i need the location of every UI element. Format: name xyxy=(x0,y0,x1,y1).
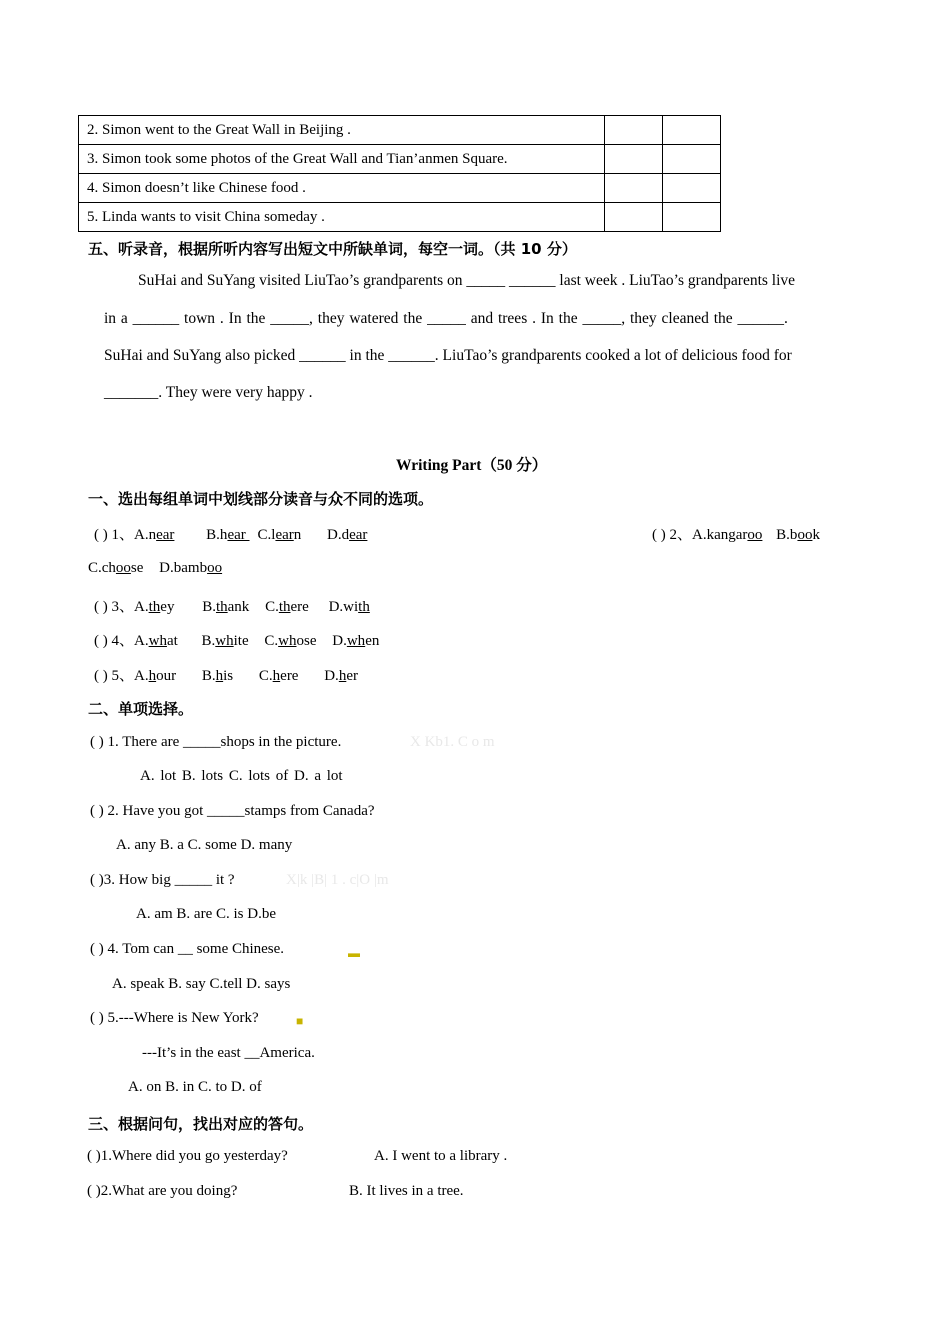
section5-heading: 五、听录音，根据所听内容写出短文中所缺单词，每空一词。（共 10 分） xyxy=(88,240,577,258)
option-suffix: at xyxy=(166,633,178,649)
part2-q5-answer: ---It’s in the east __America. xyxy=(142,1045,315,1061)
option-suffix: k xyxy=(812,527,820,543)
underlined-letters: h xyxy=(272,668,281,684)
judgement-table xyxy=(78,115,721,232)
underlined-letters: th xyxy=(278,599,291,615)
underlined-letters: ear xyxy=(275,527,294,543)
underlined-letters: h xyxy=(215,668,224,684)
option-suffix: en xyxy=(365,633,380,649)
answer-box xyxy=(605,145,663,174)
underlined-letters: th xyxy=(358,599,370,615)
part2-q1-options: A. lot B. lots C. lots of D. a lot xyxy=(140,768,343,784)
part3-answer-a: A. I went to a library . xyxy=(374,1148,508,1164)
section5-line-1: SuHai and SuYang visited LiuTao’s grandparents on _____ ______ last week . LiuTao’s grandparents live xyxy=(138,272,796,289)
table-row xyxy=(79,145,721,174)
underlined-letters: th xyxy=(148,599,161,615)
underlined-letters: ear xyxy=(349,527,368,543)
option-c: C. xyxy=(265,599,279,615)
option-c: C. xyxy=(258,668,273,684)
underlined-letters: oo xyxy=(747,527,763,543)
decorative-dot: ▬ xyxy=(348,946,360,960)
option-suffix: ite xyxy=(233,633,249,649)
option-b: B.h xyxy=(206,527,228,543)
option-suffix: ere xyxy=(290,599,309,615)
underlined-letters: h xyxy=(338,668,347,684)
table-cell-sentence: 3. Simon took some photos of the Great Wall and Tian’anmen Square. xyxy=(79,145,605,174)
underlined-letters: wh xyxy=(346,633,366,649)
part1-q5 xyxy=(94,664,358,685)
part2-heading: 二、单项选择。 xyxy=(88,700,194,718)
underlined-letters: ear xyxy=(227,527,250,543)
underlined-letters: wh xyxy=(148,633,167,649)
underlined-letters: wh xyxy=(278,633,297,649)
option-a: A.kangar xyxy=(692,527,748,543)
option-suffix: our xyxy=(156,668,177,684)
option-suffix: ank xyxy=(227,599,250,615)
option-suffix: ey xyxy=(160,599,175,615)
question-number: 4、 xyxy=(111,633,135,649)
option-a: A. xyxy=(134,668,149,684)
table-cell-sentence: 4. Simon doesn’t like Chinese food . xyxy=(79,174,605,203)
table-row xyxy=(79,116,721,145)
answer-box xyxy=(663,174,721,203)
part2-q5-stem: ( ) 5.---Where is New York? xyxy=(90,1010,259,1026)
option-c: C. xyxy=(264,633,279,649)
option-d: D.d xyxy=(327,527,350,543)
option-b: B. xyxy=(201,668,216,684)
watermark: X Kb1. C o m xyxy=(410,734,495,750)
option-suffix: n xyxy=(293,527,302,543)
option-a: A. xyxy=(134,599,149,615)
part3-heading: 三、根据问句，找出对应的答句。 xyxy=(88,1115,314,1133)
option-d: D. xyxy=(324,668,339,684)
answer-paren: ( ) xyxy=(94,599,108,615)
option-c: C.l xyxy=(257,527,276,543)
table-row xyxy=(79,203,721,232)
section5-line-2: in a ______ town . In the _____, they watered the _____ and trees . In the _____, they cleaned the ______. xyxy=(104,310,788,327)
option-suffix: ose xyxy=(296,633,317,649)
section5-line-3: SuHai and SuYang also picked ______ in the ______. LiuTao’s grandparents cooked a lot of delicious food for xyxy=(104,347,792,364)
underlined-letters: h xyxy=(148,668,157,684)
part2-q4-stem: ( ) 4. Tom can __ some Chinese. xyxy=(90,941,285,957)
option-d: D.bamb xyxy=(159,560,208,576)
question-number: 1、 xyxy=(111,527,135,543)
answer-box xyxy=(605,116,663,145)
answer-box xyxy=(663,203,721,232)
part1-q4 xyxy=(94,629,379,650)
answer-box xyxy=(663,145,721,174)
part1-heading: 一、选出每组单词中划线部分读音与众不同的选项。 xyxy=(88,490,434,508)
answer-paren: ( ) xyxy=(652,527,666,543)
underlined-letters: ear xyxy=(156,527,175,543)
part1-q2-continued xyxy=(88,560,222,577)
part2-q4-options: A. speak B. say C.tell D. says xyxy=(112,976,291,992)
underlined-letters: oo xyxy=(797,527,813,543)
option-b: B. xyxy=(202,599,216,615)
underlined-letters: oo xyxy=(207,560,223,576)
table-row xyxy=(79,174,721,203)
part1-q3 xyxy=(94,595,370,616)
part2-q3-stem: ( )3. How big _____ it ? xyxy=(90,872,235,888)
option-d: D.wi xyxy=(328,599,359,615)
underlined-letters: th xyxy=(215,599,228,615)
underlined-letters: oo xyxy=(115,560,131,576)
answer-box xyxy=(663,116,721,145)
part2-q2-stem: ( ) 2. Have you got _____stamps from Canada? xyxy=(90,803,375,819)
option-c: C.ch xyxy=(88,560,116,576)
option-suffix: ere xyxy=(280,668,299,684)
option-d: D. xyxy=(332,633,347,649)
part3-q1-stem: ( )1.Where did you go yesterday? xyxy=(87,1148,288,1164)
part3-answer-b: B. It lives in a tree. xyxy=(349,1183,464,1199)
answer-paren: ( ) xyxy=(94,633,108,649)
option-a: A. xyxy=(134,633,149,649)
watermark: X|k |B| 1 . c|O |m xyxy=(286,872,389,888)
answer-box xyxy=(605,174,663,203)
option-suffix: se xyxy=(130,560,144,576)
writing-part-title: Writing Part（50 分） xyxy=(396,457,548,474)
underlined-letters: wh xyxy=(215,633,234,649)
part2-q2-options: A. any B. a C. some D. many xyxy=(116,837,293,853)
part1-q1 xyxy=(94,523,367,544)
answer-paren: ( ) xyxy=(94,527,108,543)
section5-line-4: _______. They were very happy . xyxy=(104,384,313,401)
question-number: 2、 xyxy=(669,527,693,543)
decorative-dot: ■ xyxy=(296,1014,304,1028)
part1-q2 xyxy=(652,523,820,544)
option-a: A.n xyxy=(134,527,157,543)
table-cell-sentence: 2. Simon went to the Great Wall in Beijing . xyxy=(79,116,605,145)
option-b: B.b xyxy=(776,527,798,543)
option-b: B. xyxy=(201,633,216,649)
question-number: 3、 xyxy=(111,599,135,615)
part2-q3-options: A. am B. are C. is D.be xyxy=(136,906,276,922)
question-number: 5、 xyxy=(111,668,135,684)
option-suffix: is xyxy=(223,668,234,684)
option-suffix: er xyxy=(346,668,358,684)
table-cell-sentence: 5. Linda wants to visit China someday . xyxy=(79,203,605,232)
answer-paren: ( ) xyxy=(94,668,108,684)
part2-q1-stem: ( ) 1. There are _____shops in the picture. xyxy=(90,734,342,750)
part3-q2-stem: ( )2.What are you doing? xyxy=(87,1183,238,1199)
answer-box xyxy=(605,203,663,232)
part2-q5-options: A. on B. in C. to D. of xyxy=(128,1079,262,1095)
